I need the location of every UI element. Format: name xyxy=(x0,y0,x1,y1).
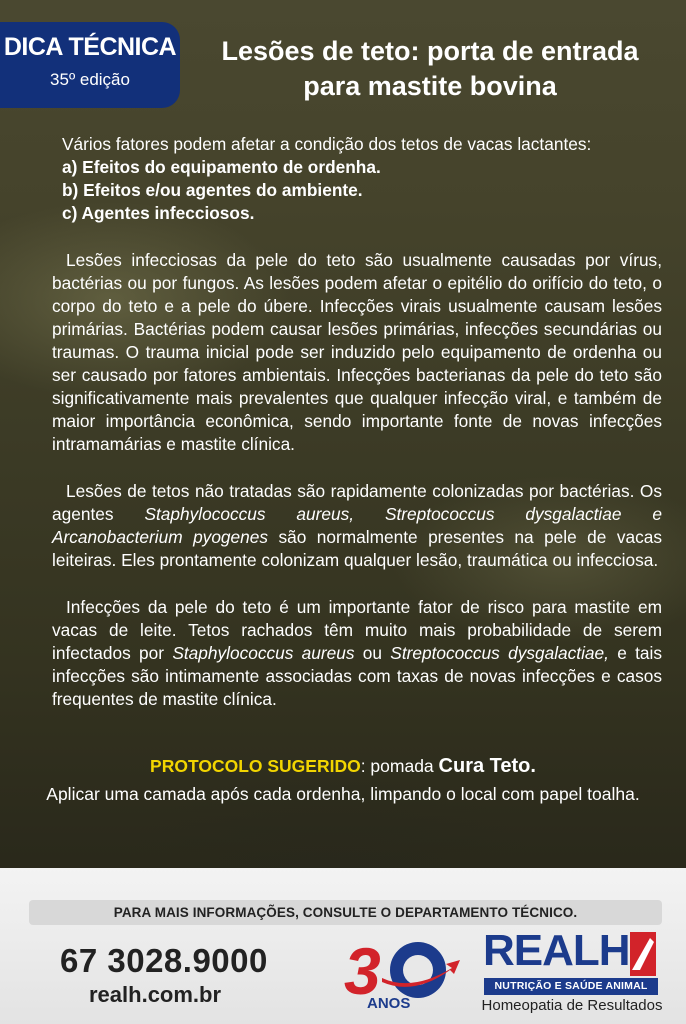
brand-name: REALH xyxy=(483,926,630,975)
brand-subtitle: NUTRIÇÃO E SAÚDE ANIMAL xyxy=(484,978,658,995)
anniv-label: ANOS xyxy=(367,995,411,1012)
bacteria-names: Staphylococcus aureus, Streptococcus dysgalactiae e Arcanobacterium pyogenes xyxy=(52,504,662,547)
intro-item-b: b) Efeitos e/ou agentes do ambiente. xyxy=(62,180,363,200)
title-line-1: Lesões de teto: porta de entrada xyxy=(221,36,639,66)
protocol-line: PROTOCOLO SUGERIDO: pomada Cura Teto. xyxy=(150,755,536,777)
intro-block xyxy=(52,133,662,225)
website-link[interactable]: realh.com.br xyxy=(89,982,222,1007)
product-name: Cura Teto. xyxy=(438,755,536,777)
phone-number[interactable]: 67 3028.9000 xyxy=(60,942,268,979)
info-bar: PARA MAIS INFORMAÇÕES, CONSULTE O DEPARTAMENTO TÉCNICO. xyxy=(29,900,662,925)
article-body xyxy=(52,133,662,711)
paragraph-colonization: Lesões de tetos não tratadas são rapidamente colonizadas por bactérias. Os agentes Staphylococcus aureus, Streptococcus dysgalactiae e Arcanobacterium pyogenes são normalmente presentes na pele de vacas leiteiras. Eles prontamente colonizam qualquer lesão, traumática ou infecciosa. xyxy=(52,481,662,570)
paragraph-infectious-lesions: Lesões infecciosas da pele do teto são usualmente causadas por vírus, bactérias ou por fungos. As lesões podem afetar o epitélio do orifício do teto, o corpo do teto e a pele do úbere. Infecções virais usualmente causam lesões primárias. Bactérias podem causar lesões primárias, infecções secundárias ou traumas. O trauma inicial pode ser induzido pelo equipamento de ordenha ou ser causado por fatores ambientais. Infecções bacterianas da pele do teto são significativamente mais prevalentes que qualquer infecção viral, e também de maior importância econômica, sendo importante fonte de novas infecções intramamárias e mastite clínica. xyxy=(52,250,662,454)
paragraph-risk-factor: Infecções da pele do teto é um importante fator de risco para mastite em vacas de leite. Tetos rachados têm muito mais probabilidade de serem infectados por Staphylococcus aureus ou Streptococcus dysgalactiae, e tais infecções são intimamente associadas com taxas de novas infecções e casos frequentes de mastite clínica. xyxy=(52,597,663,709)
badge-edition: 35º edição xyxy=(50,70,130,89)
intro-lead: Vários fatores podem afetar a condição dos tetos de vacas lactantes: xyxy=(62,134,592,154)
protocol-instruction: Aplicar uma camada após cada ordenha, limpando o local com papel toalha. xyxy=(46,784,640,804)
protocol-label: PROTOCOLO SUGERIDO xyxy=(150,756,361,776)
intro-item-c: c) Agentes infecciosos. xyxy=(62,203,255,223)
intro-item-a: a) Efeitos do equipamento de ordenha. xyxy=(62,157,381,177)
anniv-three: 3 xyxy=(344,934,381,1008)
badge-title: DICA TÉCNICA xyxy=(3,33,177,61)
protocol-section xyxy=(0,755,686,805)
page-title xyxy=(190,34,670,104)
dica-tecnica-badge xyxy=(0,22,180,108)
brand-tagline: Homeopatia de Resultados xyxy=(481,997,663,1014)
title-line-2: para mastite bovina xyxy=(303,71,557,101)
